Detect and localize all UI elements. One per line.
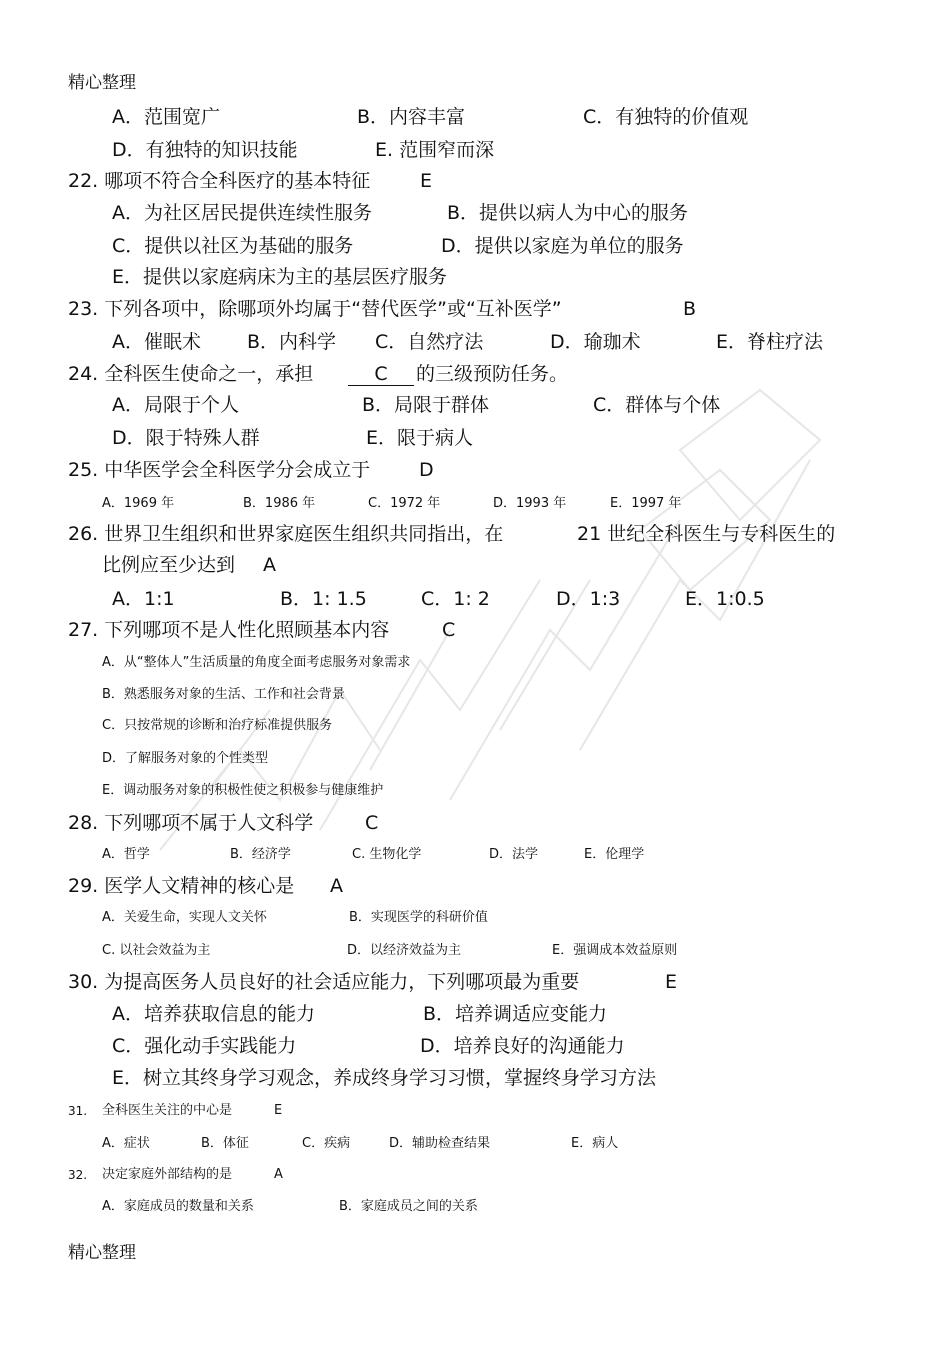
q29-option-d: D．以经济效益为主 (347, 943, 462, 958)
q27-option-d: D．了解服务对象的个性类型 (102, 751, 269, 766)
q31-option-e: E．病人 (571, 1136, 619, 1151)
q31-option-b: B．体征 (201, 1136, 249, 1151)
q29-option-b: B．实现医学的科研价值 (349, 910, 488, 925)
q27-answer: C (442, 619, 456, 641)
q30-option-c: C．强化动手实践能力 (112, 1035, 297, 1057)
q25-answer: D (419, 459, 434, 481)
q26-option-e: E．1:0.5 (685, 588, 765, 610)
q28-option-d: D．法学 (489, 847, 539, 862)
q23-option-c: C．自然疗法 (375, 331, 484, 353)
q22-stem: 22. 哪项不符合全科医疗的基本特征 (68, 170, 371, 192)
q25-option-a: A．1969 年 (102, 496, 175, 511)
q30-stem: 30. 为提高医务人员良好的社会适应能力，下列哪项最为重要 (68, 971, 580, 993)
q22-option-c: C．提供以社区为基础的服务 (112, 235, 354, 257)
q27-option-a: A．从“整体人”生活质量的角度全面考虑服务对象需求 (102, 655, 411, 670)
q23-option-d: D．瑜珈术 (550, 331, 641, 353)
q31-answer: E (274, 1103, 283, 1118)
q26-stem-line1: 26. 世界卫生组织和世界家庭医生组织共同指出，在 (68, 523, 504, 545)
q26-answer: A (263, 554, 276, 576)
q26-stem-line2: 比例应至少达到 (102, 554, 236, 576)
q24-blank-answer: C (348, 365, 414, 386)
q21-option-c: C．有独特的价值观 (583, 106, 749, 128)
page-header-label: 精心整理 (68, 73, 136, 93)
q25-option-b: B．1986 年 (243, 496, 316, 511)
q25-stem: 25. 中华医学会全科医学分会成立于 (68, 459, 371, 481)
q26-option-b: B．1: 1.5 (280, 588, 367, 610)
q22-option-d: D．提供以家庭为单位的服务 (441, 235, 684, 257)
q32-option-b: B．家庭成员之间的关系 (339, 1199, 478, 1214)
q31-number: 31. (68, 1104, 88, 1118)
q26-stem-line1-end: 21 世纪全科医生与专科医生的 (577, 523, 836, 545)
q27-option-e: E．调动服务对象的积极性使之积极参与健康维护 (102, 783, 384, 798)
q24-stem-after: 的三级预防任务。 (416, 363, 569, 385)
q24-stem-before: 24. 全科医生使命之一，承担 (68, 363, 314, 385)
q32-number: 32. (68, 1168, 88, 1182)
q31-option-d: D．辅助检查结果 (389, 1136, 491, 1151)
q21-option-b: B．内容丰富 (357, 106, 466, 128)
q25-option-d: D．1993 年 (493, 496, 567, 511)
q28-option-c: C. 生物化学 (352, 847, 422, 862)
q27-option-b: B．熟悉服务对象的生活、工作和社会背景 (102, 687, 345, 702)
q21-option-d: D．有独特的知识技能 (112, 139, 298, 161)
q23-option-b: B．内科学 (247, 331, 337, 353)
q21-option-e: E. 范围窄而深 (375, 139, 495, 161)
q25-option-e: E．1997 年 (610, 496, 682, 511)
q30-option-e: E．树立其终身学习观念，养成终身学习习惯，掌握终身学习方法 (112, 1067, 657, 1089)
q23-answer: B (683, 298, 697, 320)
q24-option-b: B．局限于群体 (362, 394, 490, 416)
q30-option-d: D．培养良好的沟通能力 (420, 1035, 625, 1057)
q26-option-a: A．1:1 (112, 588, 175, 610)
q28-option-a: A．哲学 (102, 847, 150, 862)
q22-option-a: A．为社区居民提供连续性服务 (112, 202, 372, 224)
q21-option-a: A．范围宽广 (112, 106, 220, 128)
q32-answer: A (274, 1167, 283, 1182)
q29-stem: 29. 医学人文精神的核心是 (68, 875, 295, 897)
q24-option-e: E．限于病人 (366, 427, 474, 449)
q32-option-a: A．家庭成员的数量和关系 (102, 1199, 254, 1214)
q22-option-e: E．提供以家庭病床为主的基层医疗服务 (112, 266, 448, 288)
page-footer-label: 精心整理 (68, 1243, 136, 1263)
q28-option-b: B．经济学 (230, 847, 291, 862)
q29-option-a: A．关爱生命，实现人文关怀 (102, 910, 267, 925)
q24-option-a: A．局限于个人 (112, 394, 239, 416)
q26-option-d: D．1:3 (556, 588, 621, 610)
q31-stem: 全科医生关注的中心是 (102, 1103, 233, 1118)
q23-option-a: A．催眠术 (112, 331, 201, 353)
q30-option-b: B．培养调适应变能力 (423, 1003, 608, 1025)
q28-answer: C (365, 812, 379, 834)
q29-option-c: C. 以社会效益为主 (102, 943, 211, 958)
q32-stem: 决定家庭外部结构的是 (102, 1167, 233, 1182)
q30-answer: E (665, 971, 678, 993)
q31-option-c: C．疾病 (302, 1136, 351, 1151)
q28-stem: 28. 下列哪项不属于人文科学 (68, 812, 314, 834)
q22-option-b: B．提供以病人为中心的服务 (447, 202, 689, 224)
q27-stem: 27. 下列哪项不是人性化照顾基本内容 (68, 619, 390, 641)
q30-option-a: A．培养获取信息的能力 (112, 1003, 315, 1025)
q27-option-c: C．只按常规的诊断和治疗标准提供服务 (102, 718, 333, 733)
q23-stem: 23. 下列各项中，除哪项外均属于“替代医学”或“互补医学” (68, 298, 562, 320)
q25-option-c: C．1972 年 (368, 496, 441, 511)
q24-option-c: C．群体与个体 (593, 394, 721, 416)
q23-option-e: E．脊柱疗法 (716, 331, 824, 353)
q31-option-a: A．症状 (102, 1136, 150, 1151)
q22-answer: E (420, 170, 433, 192)
q28-option-e: E．伦理学 (584, 847, 645, 862)
q26-option-c: C．1: 2 (421, 588, 490, 610)
q29-option-e: E．强调成本效益原则 (552, 943, 678, 958)
q24-option-d: D．限于特殊人群 (112, 427, 260, 449)
q29-answer: A (330, 875, 343, 897)
